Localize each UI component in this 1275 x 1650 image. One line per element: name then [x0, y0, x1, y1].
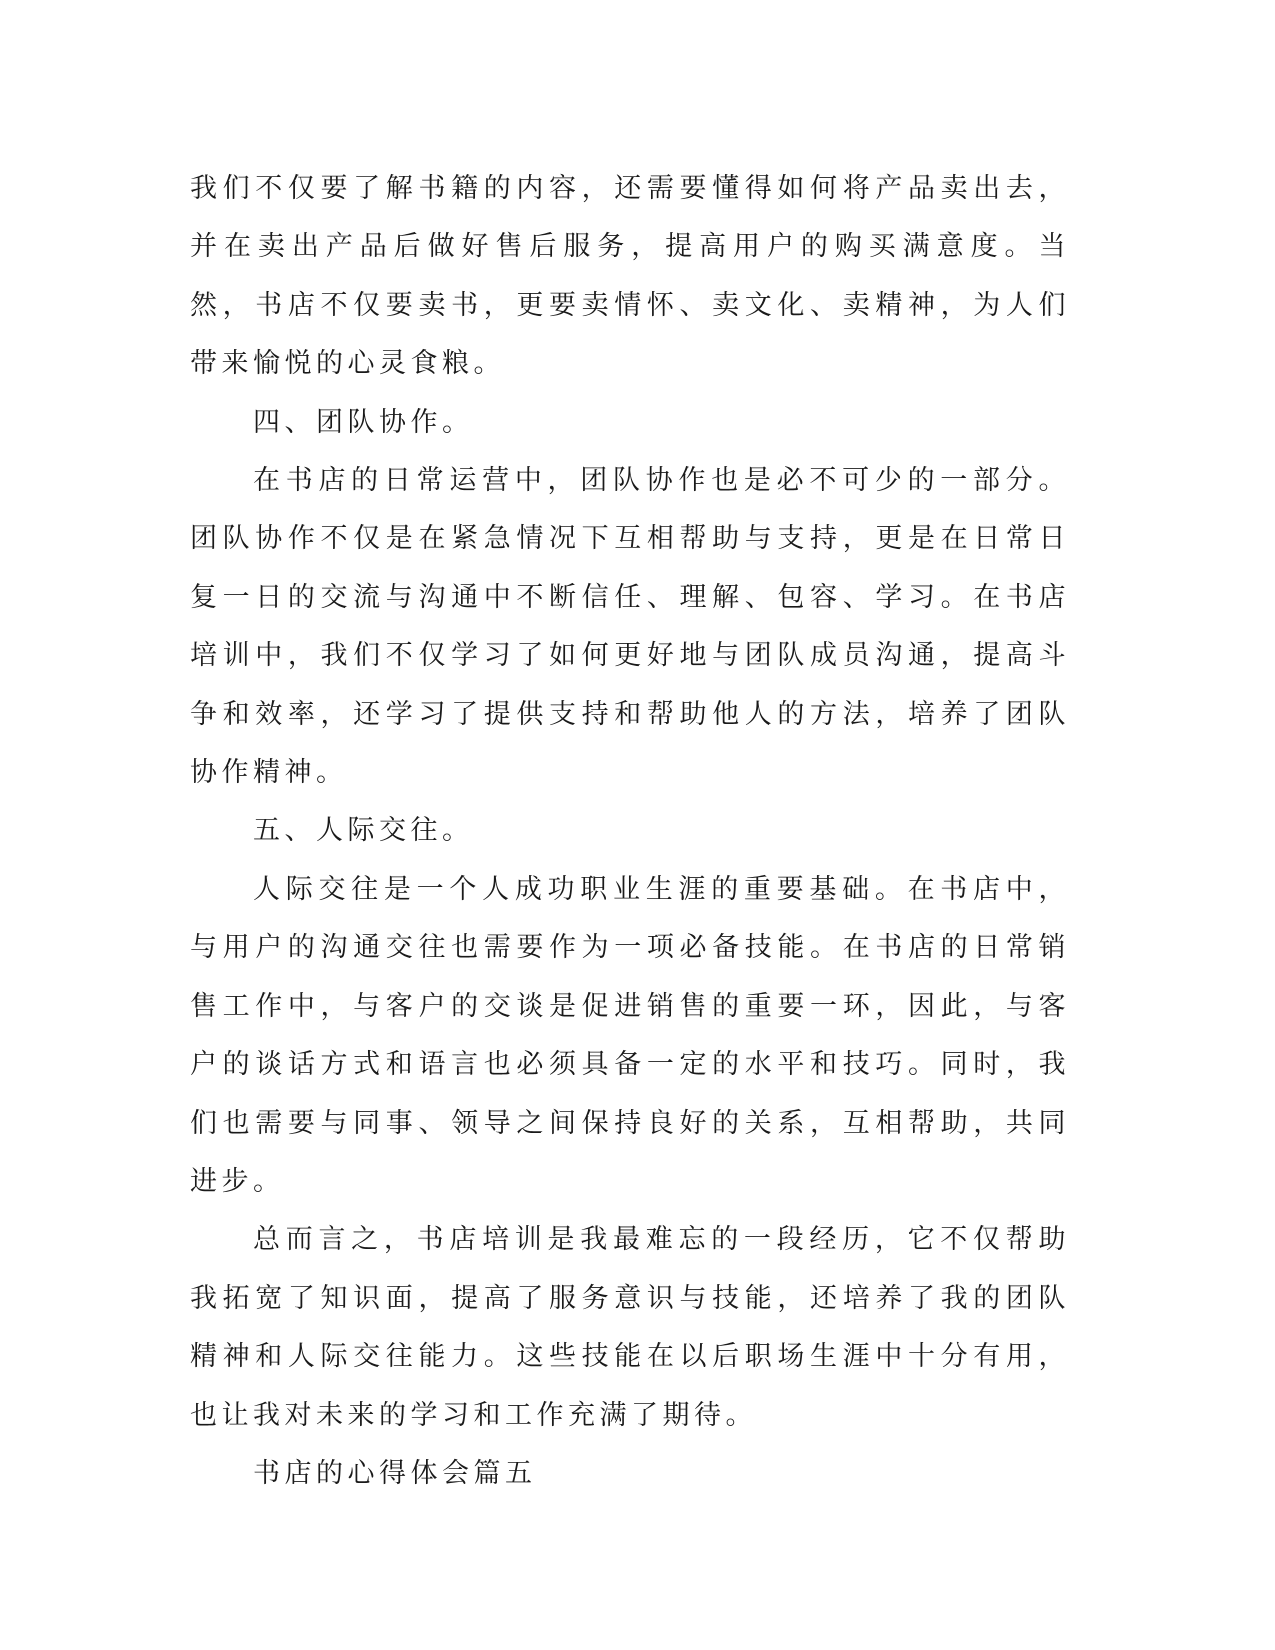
- paragraph-conclusion: 总而言之，书店培训是我最难忘的一段经历，它不仅帮助我拓宽了知识面，提高了服务意识与技能，还培养了我的团队精神和人际交往能力。这些技能在以后职场生涯中十分有用，也让我对未来的学习和工作充满了期待。: [190, 1224, 1070, 1431]
- article-title-part-five: 书店的心得体会篇五: [253, 1457, 537, 1489]
- document-body: [190, 160, 1070, 1503]
- section-heading-teamwork: 四、团队协作。: [253, 406, 474, 438]
- paragraph-continuation: 我们不仅要了解书籍的内容，还需要懂得如何将产品卖出去，并在卖出产品后做好售后服务，提高用户的购买满意度。当然，书店不仅要卖书，更要卖情怀、卖文化、卖精神，为人们带来愉悦的心灵食粮。: [190, 173, 1070, 380]
- paragraph-interpersonal: 人际交往是一个人成功职业生涯的重要基础。在书店中，与用户的沟通交往也需要作为一项必备技能。在书店的日常销售工作中，与客户的交谈是促进销售的重要一环，因此，与客户的谈话方式和语言也必须具备一定的水平和技巧。同时，我们也需要与同事、领导之间保持良好的关系，互相帮助，共同进步。: [190, 873, 1070, 1197]
- section-heading-interpersonal: 五、人际交往。: [253, 815, 474, 847]
- paragraph-teamwork: 在书店的日常运营中，团队协作也是必不可少的一部分。团队协作不仅是在紧急情况下互相帮助与支持，更是在日常日复一日的交流与沟通中不断信任、理解、包容、学习。在书店培训中，我们不仅学习了如何更好地与团队成员沟通，提高斗争和效率，还学习了提供支持和帮助他人的方法，培养了团队协作精神。: [190, 465, 1070, 789]
